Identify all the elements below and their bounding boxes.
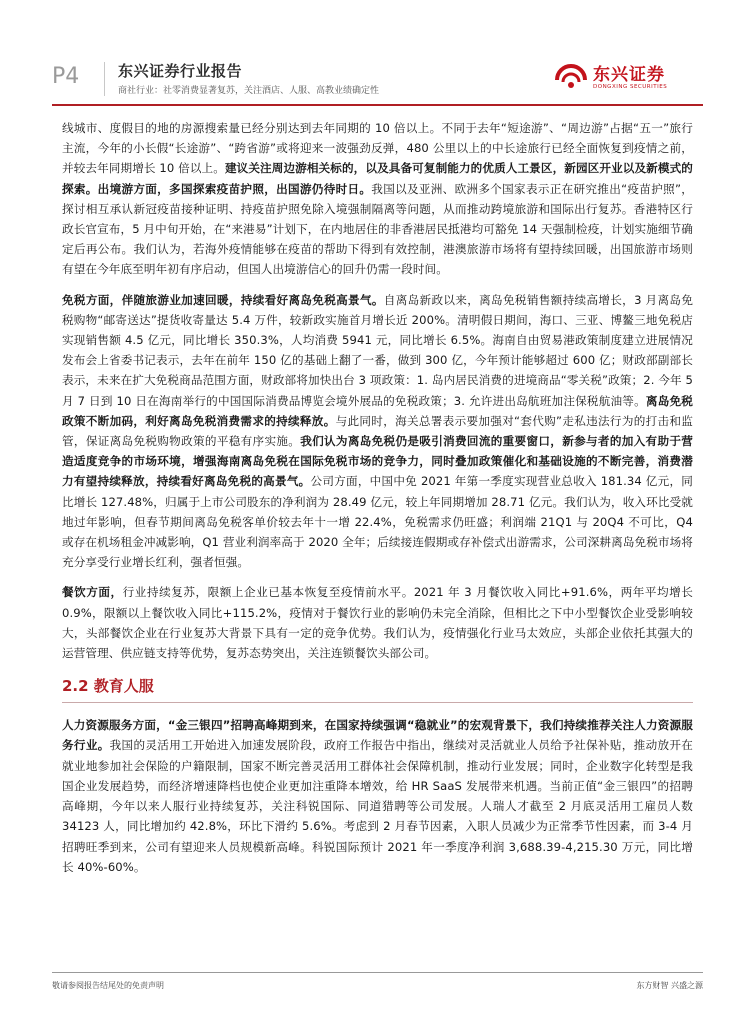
- disclaimer-note: 敬请参阅报告结尾处的免责声明: [52, 981, 164, 990]
- bold-text-segment: 人力资源服务方面，“金三银四”招聘高峰期到来，在国家持续强调“稳就业”的宏观背景下，我们持续推荐关注人力资源服务行业。: [62, 718, 693, 753]
- page-number: P4: [52, 64, 80, 89]
- page-footer: [52, 972, 703, 990]
- bold-text-segment: 我们认为离岛免税仍是吸引消费回流的重要窗口，新参与者的加入有助于营造适度竞争的市场环境，增强海南离岛免税在国际免税市场的竞争力，同时叠加政策催化和基础设施的不断完善，消费潜力有望持续释放，持续看好离岛免税的高景气。: [62, 434, 693, 489]
- footer-rule: [52, 972, 703, 973]
- text-segment: 行业持续复苏，限额上企业已基本恢复至疫情前水平。2021 年 3 月餐饮收入同比+91.6%，两年平均增长 0.9%，限额以上餐饮收入同比+115.2%，疫情对于餐饮行业的影响仍未完全消除，但相比之下中小型餐饮企业受影响较大，头部餐饮企业在行业复苏大背景下具有一定的竞争优势。我们认为，疫情强化行业马太效应，头部企业依托其强大的运营管理、供应链支持等优势，复苏态势突出，关注连锁餐饮头部公司。: [62, 585, 693, 661]
- report-body: [62, 118, 693, 887]
- text-segment: 公司方面，中国中免 2021 年第一季度实现营业总收入 181.34 亿元，同比增长 127.48%，归属于上市公司股东的净利润为 28.49 亿元，较上年同期增加 28.71 亿元。我们认为，收入环比受就地过年影响，但春节期间离岛免税客单价较去年十一增 22.4%，免税需求仍旺盛；利润端 21Q1 与 20Q4 不可比，Q4 或存在机场租金冲减影响，Q1 营业利润率高于 2020 全年；后续接连假期或存补偿式出游需求，公司深耕离岛免税市场将充分享受行业增长红利，强者恒强。: [62, 474, 693, 570]
- bold-text-segment: 餐饮方面，: [62, 585, 123, 600]
- text-segment: 我国的灵活用工开始进入加速发展阶段，政府工作报告中指出，继续对灵活就业人员给予社保补贴，推动放开在就业地参加社会保险的户籍限制，国家不断完善灵活用工群体社会保障机制，推动行业发展；同时，企业数字化转型是我国企业发展趋势，而经济增速降档也使企业更加注重降本增效，给 HR SaaS 发展带来机遇。当前正值“金三银四”的招聘高峰期，今年以来人服行业持续复苏，关注科锐国际、同道猎聘等公司发展。人瑞人才截至 2 月底灵活用工雇员人数 34123 人，同比增加约 42.8%，环比下滑约 5.6%。考虑到 2 月春节因素，入职人员减少为正常季节性因素，而 3-4 月招聘旺季到来，公司有望迎来人员规模新高峰。科锐国际预计 2021 年一季度净利润 3,688.39-4,215.30 万元，同比增长 40%-60%。: [62, 738, 693, 874]
- bold-text-segment: 离岛免税政策不断加码，利好离岛免税消费需求的持续释放。: [62, 393, 693, 428]
- logo-mark-icon: [553, 58, 589, 98]
- page-header: [52, 58, 703, 100]
- bold-text-segment: 免税方面，伴随旅游业加速回暖，持续看好离岛免税高景气。: [62, 292, 384, 307]
- report-subtitle: 商社行业：社零消费显著复苏，关注酒店、人服、高教业绩确定性: [118, 86, 380, 96]
- report-title: 东兴证券行业报告: [118, 62, 243, 80]
- bold-text-segment: 建议关注周边游相关标的，以及具备可复制能力的优质人工景区，新园区开业以及新模式的探索。出境游方面，多国探索疫苗护照，出国游仍待时日。: [62, 161, 693, 196]
- header-divider: [104, 62, 105, 96]
- company-slogan: 东方财智 兴盛之源: [636, 981, 703, 990]
- text-segment: 自离岛新政以来，离岛免税销售额持续高增长，3 月离岛免税购物“邮寄送达”提货收寄量达 5.4 万件，较新政实施首月增长近 200%。清明假日期间，海口、三亚、博鳌三地免税店实现销售额 4.5 亿元，同比增长 350.3%，人均消费 5941 元，同比增长 6.5%。海南自由贸易港政策制度建立进展情况发布会上省委书记表示，去年在前年 150 亿的基础上翻了一番，做到 300 亿，今年预计能够超过 600 亿；财政部副部长表示，未来在扩大免税商品范围方面，财政部将加快出台 3 项政策：1. 岛内居民消费的进境商品“零关税”政策；2. 今年 5 月 7 日到 10 日在海南举行的中国国际消费品博览会境外展品的免税政策；3. 允许进出岛航班加注保税航油等。: [62, 292, 694, 408]
- section-rule: [62, 702, 693, 703]
- text-segment: 线城市、度假目的地的房源搜索量已经分别达到去年同期的 10 倍以上。不同于去年“短途游”、“周边游”占据“五一”旅行主流，今年的小长假“长途游”、“跨省游”或将迎来一波强劲反弹，480 公里以上的中长途旅行已经全面恢复到疫情之前，并较去年同期增长 10 倍以上。: [62, 121, 693, 176]
- header-rule: [52, 104, 703, 106]
- paragraph-duty-free: [62, 290, 693, 573]
- logo-english-name: DONGXING SECURITIES: [593, 84, 668, 90]
- section-heading: 2.2 教育人服: [62, 677, 154, 696]
- paragraph-hr-services: [62, 715, 693, 877]
- paragraph-travel: [62, 118, 693, 280]
- text-segment: 与此同时，海关总署表示要加强对“套代购”走私违法行为的打击和监管，保证离岛免税购物政策的平稳有序实施。: [62, 413, 693, 449]
- company-logo: [553, 58, 703, 100]
- text-segment: 我国以及亚洲、欧洲多个国家表示正在研究推出“疫苗护照”，探讨相互承认新冠疫苗接种证明、持疫苗护照免除入境强制隔离等问题，从而推动跨境旅游和国际出行复苏。香港特区行政长官宣布，5 月中旬开始，在“来港易”计划下，在内地居住的非香港居民抵港均可豁免 14 天强制检疫，计划实施细节确定后再公布。我们认为，若海外疫情能够在疫苗的帮助下得到有效控制，港澳旅游市场将有望持续回暖，出国旅游市场则有望在今年底至明年初有序启动，但国人出境游信心的回升仍需一段时间。: [62, 181, 693, 277]
- paragraph-catering: [62, 582, 693, 663]
- logo-chinese-name: 东兴证券: [593, 65, 665, 85]
